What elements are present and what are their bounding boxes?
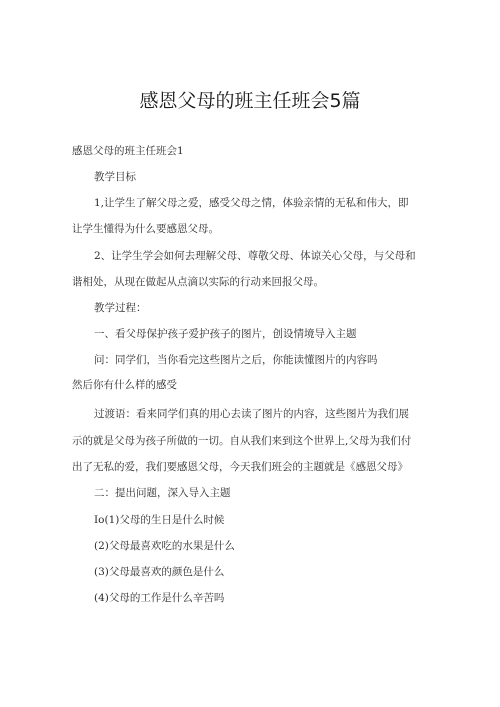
section-heading: 感恩父母的班主任班会1 (72, 145, 184, 157)
transition-line-2: 示的就是父母为孩子所做的一切。自从我们来到这个世界上,父母为我们付 (72, 435, 412, 447)
question-line-1: 问：同学们，当你看完这些图片之后，你能读懂图片的内容吗 (94, 354, 378, 366)
document-title: 感恩父母的班主任班会5篇 (139, 90, 361, 112)
transition-line-3: 出了无私的爱，我们要感恩父母，今天我们班会的主题就是《感恩父母》 (72, 461, 408, 473)
step-2-heading: 二：提出问题，深入导入主题 (94, 487, 231, 499)
transition-line-1: 过渡语：看来同学们真的用心去读了图片的内容，这些图片为我们展 (94, 408, 409, 420)
objectives-heading: 教学目标 (94, 171, 136, 183)
objective-2-line-1: 2、让学生学会如何去理解父母、尊敬父母、体谅关心父母，与父母和 (94, 250, 416, 262)
step-1-heading: 一、看父母保护孩子爱护孩子的图片，创设情境导入主题 (94, 328, 357, 340)
process-heading: 教学过程： (94, 302, 147, 314)
question-item-4: (4)父母的工作是什么辛苦吗 (94, 592, 225, 604)
question-item-2: (2)父母最喜欢吃的水果是什么 (94, 540, 235, 552)
objective-1-line-1: 1,让学生了解父母之爱，感受父母之情，体验亲情的无私和伟大，即 (94, 197, 409, 209)
objective-1-line-2: 让学生懂得为什么要感恩父母。 (72, 223, 219, 235)
question-item-3: (3)父母最喜欢的颜色是什么 (94, 566, 225, 578)
question-line-2: 然后你有什么样的感受 (72, 379, 177, 391)
question-item-1: Io(1)父母的生日是什么时候 (94, 514, 225, 526)
objective-2-line-2: 谐相处，从现在做起从点滴以实际的行动来回报父母。 (72, 276, 324, 288)
